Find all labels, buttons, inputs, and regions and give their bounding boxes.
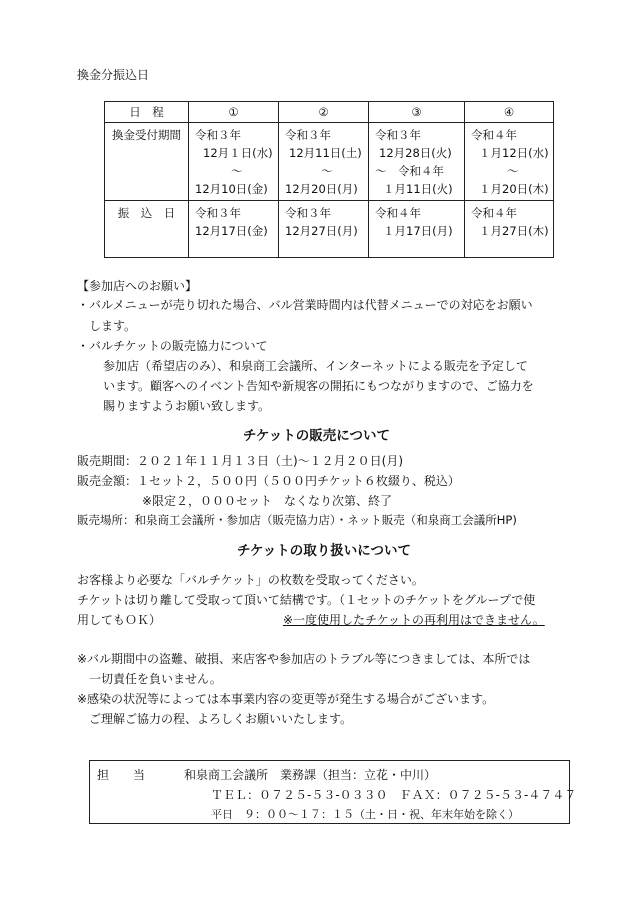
row-label xyxy=(105,123,189,201)
row-label-text: 振 込 日 xyxy=(117,206,176,220)
sales-line: 販売場所：和泉商工会議所・参加店（販売協力店）・ネット販売（和泉商工会議所HP) xyxy=(77,513,517,527)
sales-line: 販売金額：１セット２，５００円（５００円チケット６枚綴り、税込） xyxy=(77,474,460,488)
request-line: します。 xyxy=(77,319,137,333)
table-row xyxy=(105,123,554,201)
row-label xyxy=(105,201,189,258)
cell-line: １月17日(月) xyxy=(383,224,453,238)
table-header-cell: ④ xyxy=(465,102,554,123)
note-line: 一切責任を負いません。 xyxy=(77,672,222,686)
table-cell xyxy=(465,123,554,201)
request-line: います。顧客へのイベント告知や新規客の開拓にもつながりますので、ご協力を xyxy=(103,379,534,393)
request-line: ・バルチケットの販売協力について xyxy=(77,339,268,353)
handling-line: 用してもＯＫ） xyxy=(77,613,162,627)
sales-line: ※限定２，０００セット なくなり次第、終了 xyxy=(142,494,393,508)
sales-heading: チケットの販売について xyxy=(243,428,391,444)
sales-line: 販売期間：２０２１年１１月１３日（土)～１２月２０日(月) xyxy=(77,454,404,468)
cell-line: ～ 令和４年 xyxy=(375,164,444,178)
table-cell xyxy=(279,201,369,258)
table-cell xyxy=(189,201,279,258)
request-line: 参加店（希望店のみ）、和泉商工会議所、インターネットによる販売を予定して xyxy=(103,359,528,373)
table-row xyxy=(105,201,554,258)
request-line: 賜りますようお願い致します。 xyxy=(103,399,271,413)
note-line: ※バル期間中の盗難、破損、来店客や参加店のトラブル等につきましては、本所では xyxy=(77,652,531,666)
cell-line: 令和４年 xyxy=(471,128,517,142)
handling-line: お客様より必要な「バルチケット」の枚数を受取ってください。 xyxy=(77,573,424,587)
row-label-text: 換金受付期間 xyxy=(112,128,181,142)
cell-line: 令和３年 xyxy=(285,206,331,220)
cell-line: １月11日(火) xyxy=(383,182,453,196)
cell-line: 12月10日(金) xyxy=(195,182,268,196)
contact-org: 和泉商工会議所 業務課（担当：立花・中川） xyxy=(184,768,437,782)
cell-line: ～ xyxy=(231,164,243,178)
cell-line: 令和３年 xyxy=(375,128,421,142)
table-cell xyxy=(369,201,465,258)
note-line: ※感染の状況等によっては本事業内容の変更等が発生する場合がございます。 xyxy=(77,692,495,706)
cell-line: ～ xyxy=(507,164,519,178)
cell-line: ～ xyxy=(321,164,333,178)
table-cell xyxy=(369,123,465,201)
handling-heading: チケットの取り扱いについて xyxy=(237,543,412,559)
table-header-cell: 日 程 xyxy=(105,102,189,123)
contact-label: 担 当 xyxy=(97,768,146,782)
cell-line: 令和４年 xyxy=(375,206,421,220)
cell-line: 12月11日(土) xyxy=(289,146,362,160)
cell-line: １月12日(水) xyxy=(479,146,549,160)
contact-hours: 平日 ９：００～１７：１５（土・日・祝、年末年始を除く） xyxy=(211,808,519,821)
contact-tel-fax: ＴＥＬ：０７２５-５３-０３３０ ＦＡＸ：０７２５-５３-４７４７ xyxy=(211,788,577,802)
cell-line: 12月27日(月) xyxy=(285,224,358,238)
schedule-table xyxy=(104,101,554,258)
request-line: ・バルメニューが売り切れた場合、バル営業時間内は代替メニューでの対応をお願い xyxy=(77,298,533,312)
cell-line: 令和３年 xyxy=(195,128,241,142)
table-cell xyxy=(279,123,369,201)
cell-line: 12月20日(月) xyxy=(285,182,358,196)
cell-line: 令和３年 xyxy=(285,128,331,142)
table-header-cell: ② xyxy=(279,102,369,123)
table-header-row xyxy=(105,102,554,123)
handling-line: チケットは切り離して受取って頂いて結構です。（１セットのチケットをグループで使 xyxy=(77,593,536,607)
note-line: ご理解ご協力の程、よろしくお願いいたします。 xyxy=(77,712,353,726)
table-header-cell: ① xyxy=(189,102,279,123)
cell-line: １月20日(木) xyxy=(479,182,549,196)
table-header-cell: ③ xyxy=(369,102,465,123)
cell-line: 令和４年 xyxy=(471,206,517,220)
table-cell xyxy=(189,123,279,201)
cell-line: １月27日(木) xyxy=(479,224,549,238)
cell-line: 令和３年 xyxy=(195,206,241,220)
contact-box xyxy=(89,760,577,824)
cell-line: 12月28日(火) xyxy=(379,146,452,160)
table-cell xyxy=(465,201,554,258)
transfer-date-title: 換金分振込日 xyxy=(77,68,150,82)
request-title: 【参加店へのお願い】 xyxy=(77,279,198,293)
cell-line: 12月17日(金) xyxy=(195,224,268,238)
handling-reuse-warning: ※一度使用したチケットの再利用はできません。 xyxy=(283,613,545,627)
cell-line: 12月１日(水) xyxy=(203,146,273,160)
